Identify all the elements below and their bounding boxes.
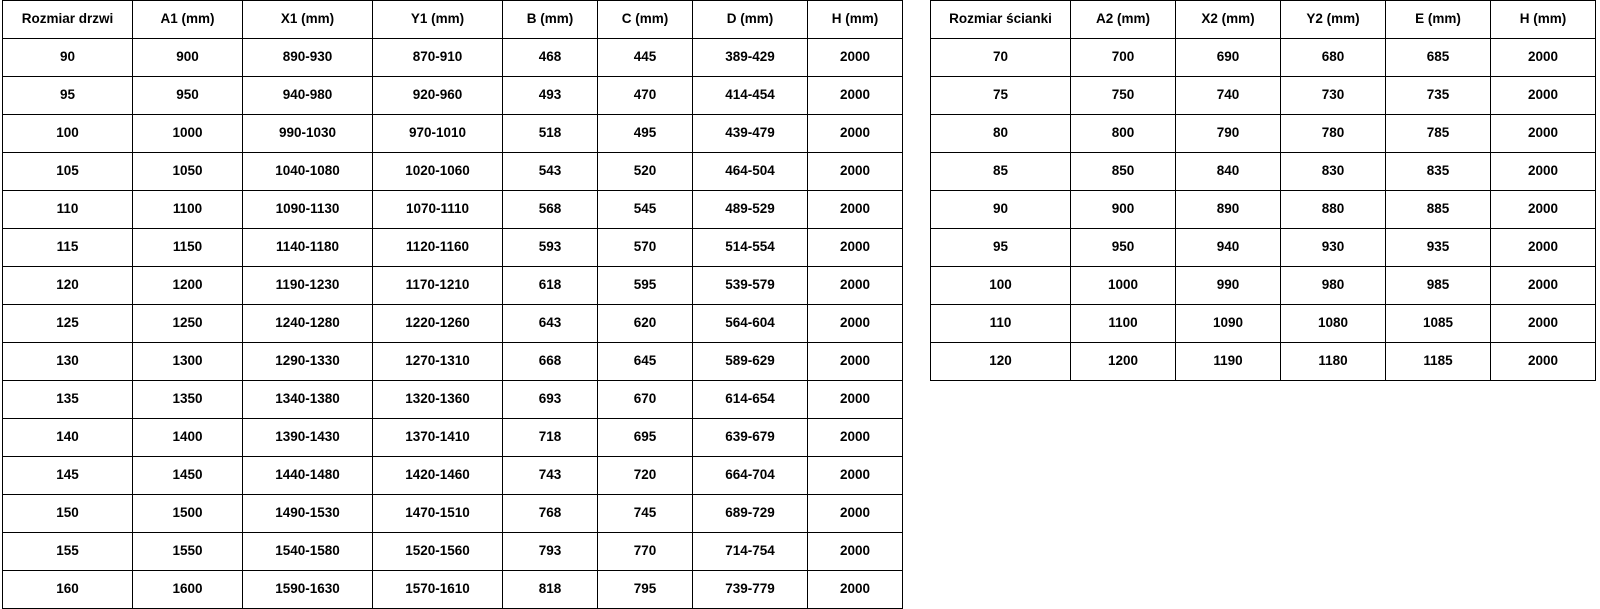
table-cell: 2000: [808, 533, 903, 571]
table-cell: 489-529: [693, 191, 808, 229]
table-row: [3, 381, 903, 419]
table-cell: 2000: [1491, 153, 1596, 191]
column-header: B (mm): [503, 1, 598, 39]
table-cell: 670: [598, 381, 693, 419]
table-cell: 545: [598, 191, 693, 229]
table-row: [3, 115, 903, 153]
table-cell: 85: [931, 153, 1071, 191]
table-cell: 1200: [1071, 343, 1176, 381]
table-cell: 1090-1130: [243, 191, 373, 229]
table-cell: 1040-1080: [243, 153, 373, 191]
table-cell: 1100: [133, 191, 243, 229]
table-cell: 389-429: [693, 39, 808, 77]
table-cell: 95: [3, 77, 133, 115]
column-header: Y2 (mm): [1281, 1, 1386, 39]
table-cell: 870-910: [373, 39, 503, 77]
table-cell: 790: [1176, 115, 1281, 153]
table-cell: 140: [3, 419, 133, 457]
table-cell: 1085: [1386, 305, 1491, 343]
table-cell: 80: [931, 115, 1071, 153]
table-row: [3, 77, 903, 115]
column-header: H (mm): [1491, 1, 1596, 39]
walls-dimensions-table: [930, 0, 1596, 381]
table-cell: 614-654: [693, 381, 808, 419]
table-row: [3, 457, 903, 495]
table-cell: 570: [598, 229, 693, 267]
column-header: H (mm): [808, 1, 903, 39]
table-cell: 564-604: [693, 305, 808, 343]
table-cell: 840: [1176, 153, 1281, 191]
table-cell: 2000: [1491, 191, 1596, 229]
table-cell: 1270-1310: [373, 343, 503, 381]
table-cell: 1150: [133, 229, 243, 267]
table-cell: 568: [503, 191, 598, 229]
table-cell: 1140-1180: [243, 229, 373, 267]
table-cell: 780: [1281, 115, 1386, 153]
table-cell: 120: [3, 267, 133, 305]
table-cell: 980: [1281, 267, 1386, 305]
table-cell: 90: [931, 191, 1071, 229]
table-cell: 115: [3, 229, 133, 267]
table-cell: 800: [1071, 115, 1176, 153]
walls-table-container: [930, 0, 1596, 381]
table-cell: 1370-1410: [373, 419, 503, 457]
table-cell: 2000: [1491, 229, 1596, 267]
table-cell: 714-754: [693, 533, 808, 571]
table-cell: 890-930: [243, 39, 373, 77]
table-cell: 900: [133, 39, 243, 77]
table-cell: 1320-1360: [373, 381, 503, 419]
table-cell: 1290-1330: [243, 343, 373, 381]
table-cell: 739-779: [693, 571, 808, 609]
table-cell: 1440-1480: [243, 457, 373, 495]
table-cell: 890: [1176, 191, 1281, 229]
walls-table-head: [931, 1, 1596, 39]
table-cell: 745: [598, 495, 693, 533]
table-row: [931, 305, 1596, 343]
table-cell: 105: [3, 153, 133, 191]
table-cell: 468: [503, 39, 598, 77]
table-cell: 685: [1386, 39, 1491, 77]
table-cell: 985: [1386, 267, 1491, 305]
table-cell: 1340-1380: [243, 381, 373, 419]
table-cell: 668: [503, 343, 598, 381]
table-cell: 100: [3, 115, 133, 153]
table-cell: 1000: [1071, 267, 1176, 305]
table-cell: 1400: [133, 419, 243, 457]
table-cell: 1050: [133, 153, 243, 191]
table-cell: 1000: [133, 115, 243, 153]
doors-table-body: [3, 39, 903, 609]
table-cell: 1190: [1176, 343, 1281, 381]
table-cell: 793: [503, 533, 598, 571]
table-cell: 693: [503, 381, 598, 419]
table-cell: 1080: [1281, 305, 1386, 343]
table-cell: 593: [503, 229, 598, 267]
table-cell: 70: [931, 39, 1071, 77]
table-cell: 100: [931, 267, 1071, 305]
table-cell: 1470-1510: [373, 495, 503, 533]
table-cell: 785: [1386, 115, 1491, 153]
table-row: [3, 191, 903, 229]
table-row: [931, 229, 1596, 267]
table-cell: 643: [503, 305, 598, 343]
column-header: Rozmiar ścianki: [931, 1, 1071, 39]
table-cell: 2000: [808, 343, 903, 381]
table-cell: 110: [931, 305, 1071, 343]
table-cell: 2000: [808, 153, 903, 191]
table-row: [931, 115, 1596, 153]
table-cell: 514-554: [693, 229, 808, 267]
table-cell: 930: [1281, 229, 1386, 267]
table-cell: 414-454: [693, 77, 808, 115]
table-row: [931, 267, 1596, 305]
table-cell: 639-679: [693, 419, 808, 457]
table-cell: 2000: [808, 571, 903, 609]
table-cell: 2000: [808, 267, 903, 305]
table-cell: 1240-1280: [243, 305, 373, 343]
column-header: X2 (mm): [1176, 1, 1281, 39]
table-cell: 2000: [808, 229, 903, 267]
table-cell: 120: [931, 343, 1071, 381]
table-cell: 2000: [1491, 343, 1596, 381]
table-cell: 740: [1176, 77, 1281, 115]
table-cell: 520: [598, 153, 693, 191]
table-cell: 1500: [133, 495, 243, 533]
table-cell: 718: [503, 419, 598, 457]
table-cell: 730: [1281, 77, 1386, 115]
table-cell: 700: [1071, 39, 1176, 77]
column-header: C (mm): [598, 1, 693, 39]
table-header-row: [3, 1, 903, 39]
table-cell: 135: [3, 381, 133, 419]
table-cell: 695: [598, 419, 693, 457]
table-cell: 1220-1260: [373, 305, 503, 343]
table-cell: 1490-1530: [243, 495, 373, 533]
table-cell: 155: [3, 533, 133, 571]
table-cell: 950: [133, 77, 243, 115]
table-cell: 125: [3, 305, 133, 343]
table-row: [3, 419, 903, 457]
table-cell: 1190-1230: [243, 267, 373, 305]
table-row: [931, 153, 1596, 191]
table-cell: 2000: [1491, 77, 1596, 115]
table-cell: 1420-1460: [373, 457, 503, 495]
table-cell: 2000: [808, 191, 903, 229]
table-cell: 595: [598, 267, 693, 305]
table-cell: 940: [1176, 229, 1281, 267]
table-cell: 1590-1630: [243, 571, 373, 609]
table-cell: 950: [1071, 229, 1176, 267]
table-row: [3, 571, 903, 609]
table-cell: 2000: [808, 305, 903, 343]
table-cell: 493: [503, 77, 598, 115]
table-cell: 1520-1560: [373, 533, 503, 571]
table-cell: 743: [503, 457, 598, 495]
table-row: [3, 343, 903, 381]
table-cell: 1390-1430: [243, 419, 373, 457]
table-cell: 1100: [1071, 305, 1176, 343]
table-cell: 130: [3, 343, 133, 381]
table-cell: 850: [1071, 153, 1176, 191]
table-cell: 1090: [1176, 305, 1281, 343]
table-row: [931, 39, 1596, 77]
table-cell: 1200: [133, 267, 243, 305]
table-cell: 90: [3, 39, 133, 77]
table-cell: 720: [598, 457, 693, 495]
table-cell: 900: [1071, 191, 1176, 229]
table-cell: 1180: [1281, 343, 1386, 381]
table-cell: 835: [1386, 153, 1491, 191]
table-cell: 543: [503, 153, 598, 191]
table-cell: 495: [598, 115, 693, 153]
column-header: E (mm): [1386, 1, 1491, 39]
table-cell: 2000: [808, 381, 903, 419]
table-row: [3, 267, 903, 305]
table-cell: 1570-1610: [373, 571, 503, 609]
table-cell: 680: [1281, 39, 1386, 77]
table-cell: 1300: [133, 343, 243, 381]
table-cell: 2000: [1491, 115, 1596, 153]
table-row: [3, 305, 903, 343]
column-header: D (mm): [693, 1, 808, 39]
table-cell: 990-1030: [243, 115, 373, 153]
table-cell: 75: [931, 77, 1071, 115]
table-row: [931, 77, 1596, 115]
table-cell: 645: [598, 343, 693, 381]
table-cell: 1550: [133, 533, 243, 571]
table-cell: 150: [3, 495, 133, 533]
table-cell: 1185: [1386, 343, 1491, 381]
table-cell: 990: [1176, 267, 1281, 305]
table-row: [931, 343, 1596, 381]
table-row: [3, 39, 903, 77]
table-cell: 1540-1580: [243, 533, 373, 571]
table-cell: 618: [503, 267, 598, 305]
table-cell: 2000: [1491, 267, 1596, 305]
doors-dimensions-table: [2, 0, 903, 609]
table-cell: 1170-1210: [373, 267, 503, 305]
column-header: A1 (mm): [133, 1, 243, 39]
table-cell: 2000: [1491, 39, 1596, 77]
table-cell: 445: [598, 39, 693, 77]
table-cell: 518: [503, 115, 598, 153]
table-cell: 1350: [133, 381, 243, 419]
table-cell: 464-504: [693, 153, 808, 191]
table-cell: 920-960: [373, 77, 503, 115]
column-header: Rozmiar drzwi: [3, 1, 133, 39]
table-cell: 2000: [1491, 305, 1596, 343]
table-cell: 940-980: [243, 77, 373, 115]
table-row: [3, 229, 903, 267]
table-row: [3, 153, 903, 191]
column-header: A2 (mm): [1071, 1, 1176, 39]
table-cell: 795: [598, 571, 693, 609]
table-cell: 664-704: [693, 457, 808, 495]
table-cell: 1020-1060: [373, 153, 503, 191]
table-cell: 1600: [133, 571, 243, 609]
table-cell: 110: [3, 191, 133, 229]
table-cell: 439-479: [693, 115, 808, 153]
table-cell: 1120-1160: [373, 229, 503, 267]
table-cell: 539-579: [693, 267, 808, 305]
table-cell: 2000: [808, 77, 903, 115]
table-cell: 689-729: [693, 495, 808, 533]
table-cell: 735: [1386, 77, 1491, 115]
table-header-row: [931, 1, 1596, 39]
table-cell: 830: [1281, 153, 1386, 191]
table-cell: 2000: [808, 39, 903, 77]
table-cell: 95: [931, 229, 1071, 267]
table-cell: 1450: [133, 457, 243, 495]
doors-table-container: [2, 0, 903, 609]
table-cell: 770: [598, 533, 693, 571]
table-cell: 690: [1176, 39, 1281, 77]
table-cell: 880: [1281, 191, 1386, 229]
table-row: [3, 533, 903, 571]
table-cell: 970-1010: [373, 115, 503, 153]
table-row: [931, 191, 1596, 229]
table-cell: 818: [503, 571, 598, 609]
column-header: X1 (mm): [243, 1, 373, 39]
table-cell: 2000: [808, 419, 903, 457]
table-cell: 470: [598, 77, 693, 115]
table-cell: 935: [1386, 229, 1491, 267]
table-cell: 2000: [808, 115, 903, 153]
table-cell: 160: [3, 571, 133, 609]
table-cell: 885: [1386, 191, 1491, 229]
table-cell: 750: [1071, 77, 1176, 115]
table-cell: 768: [503, 495, 598, 533]
table-cell: 2000: [808, 457, 903, 495]
table-cell: 620: [598, 305, 693, 343]
doors-table-head: [3, 1, 903, 39]
table-cell: 1070-1110: [373, 191, 503, 229]
column-header: Y1 (mm): [373, 1, 503, 39]
walls-table-body: [931, 39, 1596, 381]
table-cell: 145: [3, 457, 133, 495]
table-cell: 1250: [133, 305, 243, 343]
table-cell: 2000: [808, 495, 903, 533]
table-cell: 589-629: [693, 343, 808, 381]
